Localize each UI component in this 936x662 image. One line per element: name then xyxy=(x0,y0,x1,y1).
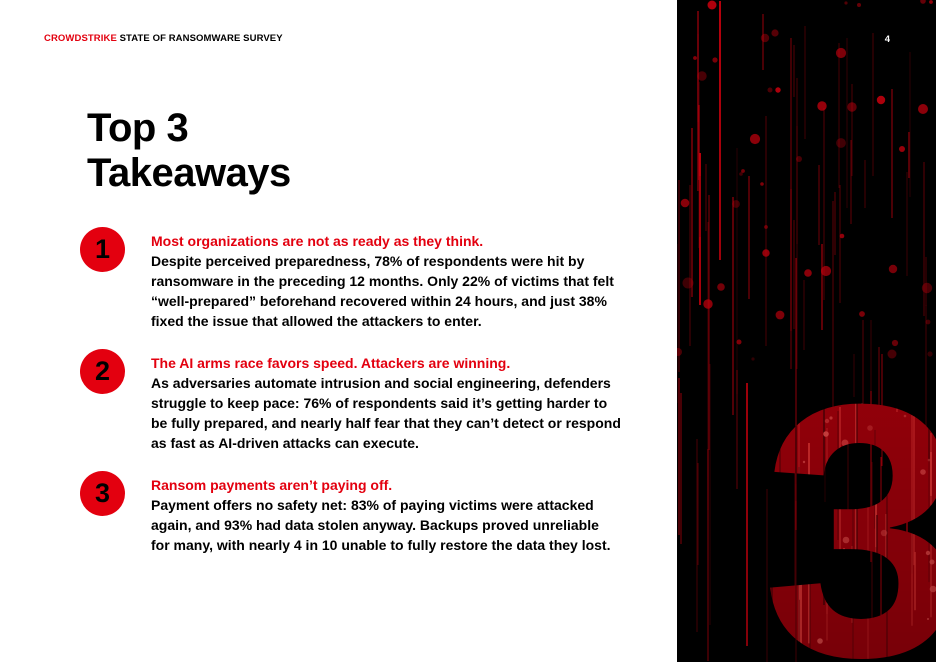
takeaway-text xyxy=(151,231,621,331)
takeaway-heading: Most organizations are not as ready as they think. xyxy=(151,233,484,249)
takeaway-text xyxy=(151,475,621,555)
page-number: 4 xyxy=(884,34,890,45)
title-line-2: Takeaways xyxy=(87,151,291,195)
report-title: STATE OF RANSOMWARE SURVEY xyxy=(119,33,283,44)
takeaway-body: As adversaries automate intrusion and social engineering, defenders struggle to keep pace: 76% of respondents said it’s getting harder to be fully prepared, and nearly half fear that they can’t detect or respond as fast as AI-driven attacks can execute. xyxy=(151,375,621,451)
takeaway-heading: The AI arms race favors speed. Attackers are winning. xyxy=(151,355,511,371)
brand-name: CROWDSTRIKE xyxy=(44,33,117,44)
page-title xyxy=(87,106,291,196)
digital-rain-graphic xyxy=(677,0,936,662)
takeaway-body: Despite perceived preparedness, 78% of respondents were hit by ransomware in the preceding 12 months. Only 22% of victims that felt “well-prepared” beforehand recovered within 24 hours, and just 38% fixed the issue that allowed the attackers to enter. xyxy=(151,253,614,329)
title-line-1: Top 3 xyxy=(87,106,189,150)
takeaway-number-badge: 3 xyxy=(80,471,125,516)
report-header xyxy=(44,33,283,44)
takeaway-text xyxy=(151,353,621,453)
decorative-image-panel xyxy=(677,0,936,662)
takeaway-body: Payment offers no safety net: 83% of paying victims were attacked again, and 93% had data stolen anyway. Backups proved unreliable for many, with nearly 4 in 10 unable to fully restore the data they lost. xyxy=(151,497,611,553)
takeaway-number-badge: 2 xyxy=(80,349,125,394)
takeaway-number-badge: 1 xyxy=(80,227,125,272)
takeaway-heading: Ransom payments aren’t paying off. xyxy=(151,477,393,493)
